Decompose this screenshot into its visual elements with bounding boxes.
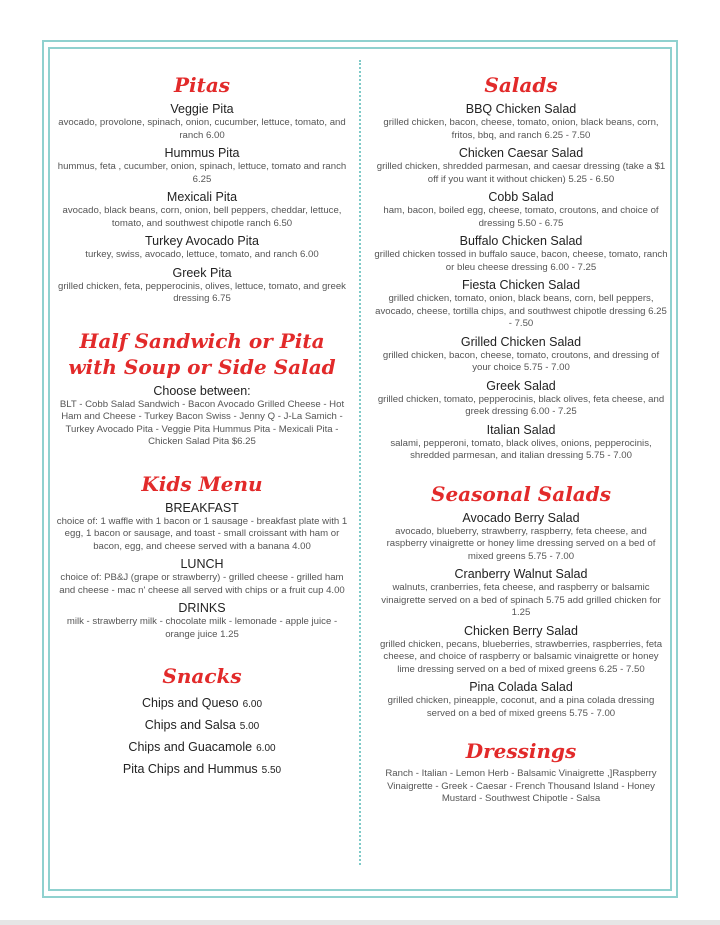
- menu-item: [374, 379, 668, 419]
- half-sandwich-section: [56, 328, 348, 449]
- menu-item: [374, 278, 668, 331]
- half-sandwich-options: BLT - Cobb Salad Sandwich - Bacon Avocado Grilled Cheese - Hot Ham and Cheese - Turkey Bacon Swiss - Jenny Q - J-La Samich - Turkey Avocado Pita - Veggie Pita Hummus Pita - Mexicali Pita - Chicken Salad Pita $6.25: [59, 398, 345, 447]
- pitas-title: Pitas: [173, 73, 231, 97]
- kids-title: Kids Menu: [141, 471, 263, 496]
- snack-price: 6.00: [242, 699, 263, 710]
- item-description: turkey, swiss, avocado, lettuce, tomato, and ranch 6.00: [85, 249, 319, 260]
- item-name: Turkey Avocado Pita: [145, 234, 259, 248]
- item-description: grilled chicken, bacon, cheese, tomato, onion, black beans, corn, fritos, bbq, and ranch 6.25 - 7.50: [383, 117, 659, 141]
- item-name: Italian Salad: [486, 422, 556, 437]
- item-name: Greek Salad: [486, 378, 556, 393]
- item-name: BBQ Chicken Salad: [465, 102, 577, 116]
- item-description: choice of: 1 waffle with 1 bacon or 1 sausage - breakfast plate with 1 egg, 1 bacon or sausage, and toast - small croissant with ham or bacon, egg, and cheese served with a banana 4.00: [56, 515, 348, 552]
- snack-name: Chips and Salsa: [144, 718, 236, 732]
- menu-item: [56, 234, 348, 262]
- snacks-section: [56, 663, 348, 781]
- snack-item: [56, 759, 348, 781]
- left-column: [56, 72, 348, 781]
- item-description: hummus, feta , cucumber, onion, spinach, lettuce, tomato and ranch 6.25: [57, 161, 347, 185]
- dressings-title: Dressings: [465, 739, 577, 763]
- item-description: grilled chicken, feta, pepperocinis, olives, lettuce, tomato, and greek dressing 6.75: [58, 280, 346, 304]
- item-name: Buffalo Chicken Salad: [459, 234, 583, 248]
- seasonal-title: Seasonal Salads: [431, 481, 611, 506]
- item-description: grilled chicken, tomato, onion, black beans, corn, bell peppers, avocado, cheese, tortilla chips, and southwest chipotle dressing 6.25 - 7.50: [375, 293, 667, 329]
- page-bottom-edge: [0, 920, 720, 925]
- menu-item: [56, 557, 348, 597]
- item-name: Grilled Chicken Salad: [460, 334, 582, 349]
- item-name: Hummus Pita: [164, 146, 240, 160]
- menu-item: [56, 501, 348, 554]
- snack-name: Chips and Guacamole: [128, 740, 253, 754]
- item-description: salami, pepperoni, tomato, black olives, onions, pepperocinis, shredded parmesan, and italian dressing 5.75 - 7.00: [390, 437, 652, 461]
- item-description: grilled chicken, bacon, cheese, tomato, croutons, and dressing of your choice 5.75 - 7.00: [382, 349, 660, 373]
- menu-item: [374, 624, 668, 677]
- snack-price: 5.00: [239, 721, 260, 732]
- item-name: Veggie Pita: [170, 102, 234, 116]
- menu-item: [374, 423, 668, 463]
- item-description: choice of: PB&J (grape or strawberry) - grilled cheese - grilled ham and cheese - mac n' cheese all served with chips or a fruit cup 4.00: [59, 572, 345, 596]
- item-description: milk - strawberry milk - chocolate milk - lemonade - apple juice - orange juice 1.25: [66, 616, 338, 640]
- snack-item: [56, 737, 348, 759]
- choose-label: Choose between:: [153, 383, 251, 398]
- dressings-list: Ranch - Italian - Lemon Herb - Balsamic Vinaigrette ,]Raspberry Vinaigrette - Greek - Caesar - French Thousand Island - Honey Mustard - Southwest Chipotle - Salsa: [385, 768, 657, 804]
- menu-item: [56, 102, 348, 142]
- pitas-section: [56, 72, 348, 306]
- item-description: avocado, provolone, spinach, onion, cucumber, lettuce, tomato, and ranch 6.00: [58, 117, 346, 141]
- item-name: Fiesta Chicken Salad: [461, 278, 581, 292]
- menu-item: [56, 146, 348, 186]
- item-description: grilled chicken tossed in buffalo sauce, bacon, cheese, tomato, ranch or bleu cheese dressing 6.00 - 7.25: [374, 249, 668, 273]
- item-name: Pina Colada Salad: [469, 680, 573, 694]
- item-name: LUNCH: [180, 557, 224, 571]
- snack-price: 5.50: [261, 765, 282, 776]
- item-description: avocado, black beans, corn, onion, bell peppers, cheddar, lettuce, tomato, and southwest chipotle ranch 6.50: [62, 205, 342, 229]
- item-name: Greek Pita: [172, 265, 232, 280]
- kids-section: [56, 471, 348, 642]
- item-description: grilled chicken, shredded parmesan, and caesar dressing (take a $1 off if you want it without chicken) 5.25 - 6.50: [376, 161, 666, 185]
- menu-item: [374, 680, 668, 720]
- snack-price: 6.00: [256, 743, 276, 754]
- item-description: ham, bacon, boiled egg, cheese, tomato, croutons, and choice of dressing 5.50 - 6.75: [383, 205, 659, 229]
- snack-name: Pita Chips and Hummus: [122, 762, 258, 776]
- item-description: grilled chicken, pecans, blueberries, strawberries, raspberries, feta cheese, and choice of raspberry or balsamic vinaigrette or honey lime dressing served on a bed of mixed greens 6.25 - 7.50: [379, 638, 663, 675]
- item-name: BREAKFAST: [165, 500, 239, 515]
- seasonal-section: [374, 481, 668, 721]
- right-column: [374, 72, 668, 806]
- salads-section: [374, 72, 668, 463]
- dressings-section: [374, 738, 668, 806]
- menu-item: [374, 335, 668, 375]
- menu-item: [374, 146, 668, 186]
- item-name: Mexicali Pita: [166, 190, 238, 204]
- column-divider: [359, 60, 361, 865]
- salads-title: Salads: [484, 73, 558, 97]
- menu-item: [374, 511, 668, 564]
- item-name: Chicken Berry Salad: [464, 623, 578, 638]
- item-name: Cranberry Walnut Salad: [454, 567, 588, 581]
- menu-item: [56, 190, 348, 230]
- menu-item: [56, 266, 348, 306]
- item-description: grilled chicken, pineapple, coconut, and a pina colada dressing served on a bed of mixed greens 5.75 - 7.00: [387, 695, 655, 719]
- half-sandwich-title: Half Sandwich or Pita with Soup or Side Salad: [68, 328, 336, 379]
- snack-item: [56, 715, 348, 737]
- snack-name: Chips and Queso: [141, 696, 239, 710]
- item-name: Chicken Caesar Salad: [458, 146, 584, 160]
- item-name: Cobb Salad: [488, 190, 554, 204]
- item-description: avocado, blueberry, strawberry, raspberry, feta cheese, and raspberry vinaigrette or honey lime dressing served on a bed of mixed greens 5.75 - 7.00: [386, 525, 656, 562]
- menu-item: [56, 601, 348, 641]
- menu-item: [374, 190, 668, 230]
- item-name: Avocado Berry Salad: [462, 510, 580, 525]
- item-name: DRINKS: [178, 601, 226, 615]
- snacks-title: Snacks: [162, 664, 242, 688]
- menu-item: [374, 102, 668, 142]
- menu-item: [374, 234, 668, 274]
- snack-item: [56, 693, 348, 715]
- menu-item: [374, 567, 668, 620]
- item-description: walnuts, cranberries, feta cheese, and raspberry or balsamic vinaigrette served on a bed of spinach 5.75 add grilled chicken for 1.25: [381, 582, 661, 618]
- item-description: grilled chicken, tomato, pepperocinis, black olives, feta cheese, and greek dressing 6.00 - 7.25: [377, 393, 665, 417]
